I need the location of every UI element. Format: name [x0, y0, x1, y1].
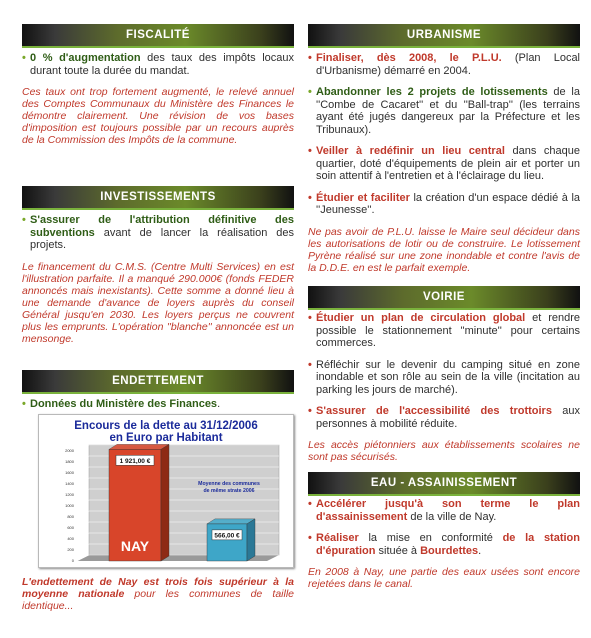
urbanisme-bullet-3 [308, 145, 580, 183]
gridline-side [77, 445, 89, 451]
chart-subtitle: en Euro par Habitant [109, 432, 223, 444]
eau-section [308, 498, 580, 590]
urbanisme-b3-text: dans chaque quartier, doté d'équipements de plein air et porter un soin attentif à l'entretien et à l'éclairage du lieu. [316, 145, 580, 182]
urbanisme-note: Ne pas avoir de P.L.U. laisse le Maire seul décideur dans les autorisations de lotir ou de construire. Le lotissement Pyrène réalisé sur une zone inondable et contre l'avis de la D.D.E. en est le parfait exemple. [308, 225, 580, 274]
bullet-dot: • [22, 52, 26, 64]
voirie-b1-bold: Étudier un plan de circulation global [316, 312, 526, 324]
bar-moyenne [207, 524, 247, 561]
bar-top [207, 519, 255, 524]
y-tick-label: 400 [67, 536, 74, 541]
eau-header: EAU - ASSAINISSEMENT [308, 472, 580, 496]
investissements-b1-bold: S'assurer de l'attribution définitive des subventions [30, 214, 294, 239]
category-label-nay: NAY [120, 538, 150, 554]
fiscalite-bullet-1 [22, 52, 294, 77]
debt-chart [38, 414, 294, 568]
investissements-bullet-1 [22, 214, 294, 252]
bullet-dot: • [308, 86, 312, 98]
y-tick-label: 0 [71, 558, 74, 563]
urbanisme-b1-bold: Finaliser, dès 2008, le P.L.U. [316, 52, 502, 64]
urbanisme-bullet-1 [308, 52, 580, 77]
voirie-bullet-1 [308, 312, 580, 350]
left-column [22, 0, 294, 638]
urbanisme-b4-text: la création d'un espace dédié à la ''Jeunesse''. [316, 191, 581, 216]
voirie-note: Les accès piétonniers aux établissements scolaires ne sont pas sécurisés. [308, 439, 580, 463]
eau-bullet-2 [308, 532, 580, 557]
bar-side [161, 444, 169, 561]
data-label: 566,00 € [214, 532, 240, 540]
y-tick-label: 600 [67, 525, 74, 530]
investissements-header: INVESTISSEMENTS [22, 186, 294, 210]
voirie-b2-text: Réfléchir sur le devenir du camping situé en zone inondable et son rôle au sein de la ville (incitation au parking les jours de marché). [316, 358, 580, 396]
eau-b2-bold1: Réaliser [316, 532, 359, 544]
y-tick-label: 1000 [65, 503, 74, 508]
bullet-dot: • [308, 498, 312, 510]
voirie-section [308, 312, 580, 463]
data-label: 1 921,00 € [119, 457, 151, 465]
eau-bullet-1 [308, 498, 580, 523]
category-label-moyenne: de même strate 2006 [203, 488, 255, 494]
urbanisme-b3-bold: Veiller à redéfinir un lieu central [316, 145, 505, 157]
voirie-b3-text: aux personnes à mobilité réduite. [316, 405, 580, 430]
urbanisme-bullet-4 [308, 192, 580, 217]
bullet-dot: • [308, 405, 312, 417]
endettement-bullet-1 [22, 398, 294, 411]
right-column [308, 0, 580, 638]
gridline-side [77, 511, 89, 517]
bar-side [247, 519, 255, 561]
endettement-header: ENDETTEMENT [22, 370, 294, 394]
urbanisme-b4-bold: Étudier et faciliter [316, 191, 410, 204]
bullet-dot: • [308, 191, 312, 204]
y-tick-label: 1800 [65, 459, 74, 464]
gridline-side [77, 500, 89, 506]
bullet-dot: • [22, 398, 26, 410]
eau-note: En 2008 à Nay, une partie des eaux usées sont encore rejetées dans le canal. [308, 566, 580, 590]
endettement-section [22, 398, 294, 411]
voirie-b3-bold: S'assurer de l'accessibilité des trottoirs [316, 405, 552, 417]
y-tick-label: 200 [67, 547, 74, 552]
bullet-dot: • [308, 358, 312, 371]
fiscalite-note: Ces taux ont trop fortement augmenté, le relevé annuel des Comptes Communaux du Ministère des Finances le démontre clairement. Une révision de vos bases d'imposition est toujours possible par un recours auprès de la Commission des Impôts de la commune. [22, 86, 294, 146]
urbanisme-section [308, 52, 580, 274]
fiscalite-header: FISCALITÉ [22, 24, 294, 48]
gridline-side [77, 522, 89, 528]
gridline-side [77, 544, 89, 550]
y-tick-label: 1400 [65, 481, 74, 486]
bullet-dot: • [308, 52, 312, 64]
gridline-side [77, 478, 89, 484]
voirie-b1-text: et rendre possible le stationnement ''minute'' pour certains commerces. [316, 312, 580, 349]
endettement-b1-bold: Données du Ministère des Finances [30, 398, 218, 410]
gridline-side [77, 489, 89, 495]
gridline-side [77, 467, 89, 473]
urbanisme-b1-text: (Plan Local d'Urbanisme) démarré en 2004. [316, 52, 580, 77]
endettement-note-bold: L'endettement de Nay est trois fois supérieur à la moyenne nationale [22, 576, 294, 600]
urbanisme-b2-bold: Abandonner les 2 projets de lotissements [316, 86, 548, 98]
voirie-header: VOIRIE [308, 286, 580, 310]
eau-b2-bold2: de la station d'épuration [316, 532, 580, 557]
y-tick-label: 1600 [65, 470, 74, 475]
eau-b1-text: de la ville de Nay. [407, 510, 497, 523]
gridline-side [77, 456, 89, 462]
gridline-side [77, 533, 89, 539]
urbanisme-b2-text: de la ''Combe de Cacaret'' et du ''Ball-trap'' (les terrains ayant été jugés dangereux par la Préfecture et les Tribunaux). [316, 86, 580, 136]
bullet-dot: • [308, 145, 312, 157]
eau-b2-text1: la mise en conformité [358, 532, 503, 544]
eau-b2-text2: située à [375, 544, 421, 557]
voirie-bullet-2 [308, 359, 580, 397]
fiscalite-b1-bold: 0 % d'augmentation [30, 52, 141, 64]
bullet-dot: • [22, 214, 26, 226]
endettement-b1-text: . [217, 398, 221, 410]
endettement-note-text: pour les communes de taille identique... [22, 588, 294, 612]
eau-b2-bold3: Bourdettes [420, 544, 479, 557]
endettement-note [22, 576, 294, 612]
urbanisme-bullet-2 [308, 86, 580, 136]
bar-top [109, 444, 169, 449]
bullet-dot: • [308, 532, 312, 544]
y-tick-label: 1200 [65, 492, 74, 497]
category-label-moyenne: Moyenne des communes [198, 481, 260, 487]
voirie-bullet-3 [308, 405, 580, 430]
y-tick-label: 2000 [65, 448, 74, 453]
fiscalite-b1-text: des taux des impôts locaux durant toute la durée du mandat. [30, 52, 294, 77]
chart-title: Encours de la dette au 31/12/2006 [74, 420, 258, 432]
urbanisme-header: URBANISME [308, 24, 580, 48]
bullet-dot: • [308, 312, 312, 324]
eau-b2-text3: . [478, 544, 482, 557]
y-tick-label: 800 [67, 514, 74, 519]
investissements-b1-text: avant de lancer la réalisation des projets. [30, 226, 294, 251]
eau-b1-bold: Accélérer jusqu'à son terme le plan d'assainissement [316, 498, 580, 523]
chart-plot [39, 415, 293, 567]
investissements-section [22, 214, 294, 345]
investissements-note: Le financement du C.M.S. (Centre Multi Services) en est l'illustration parfaite. Il a manqué 290.000€ (fonds FEDER annoncés mais inexistants). Cette somme a donné lieu à une demande d'avance de loyers auprès du conseil Général jusqu'en 2030. Les loyers perçus ne couvrent plus les emprunts. L'opération ''blanche'' annoncée est un mensonge. [22, 260, 294, 345]
fiscalite-section [22, 52, 294, 146]
